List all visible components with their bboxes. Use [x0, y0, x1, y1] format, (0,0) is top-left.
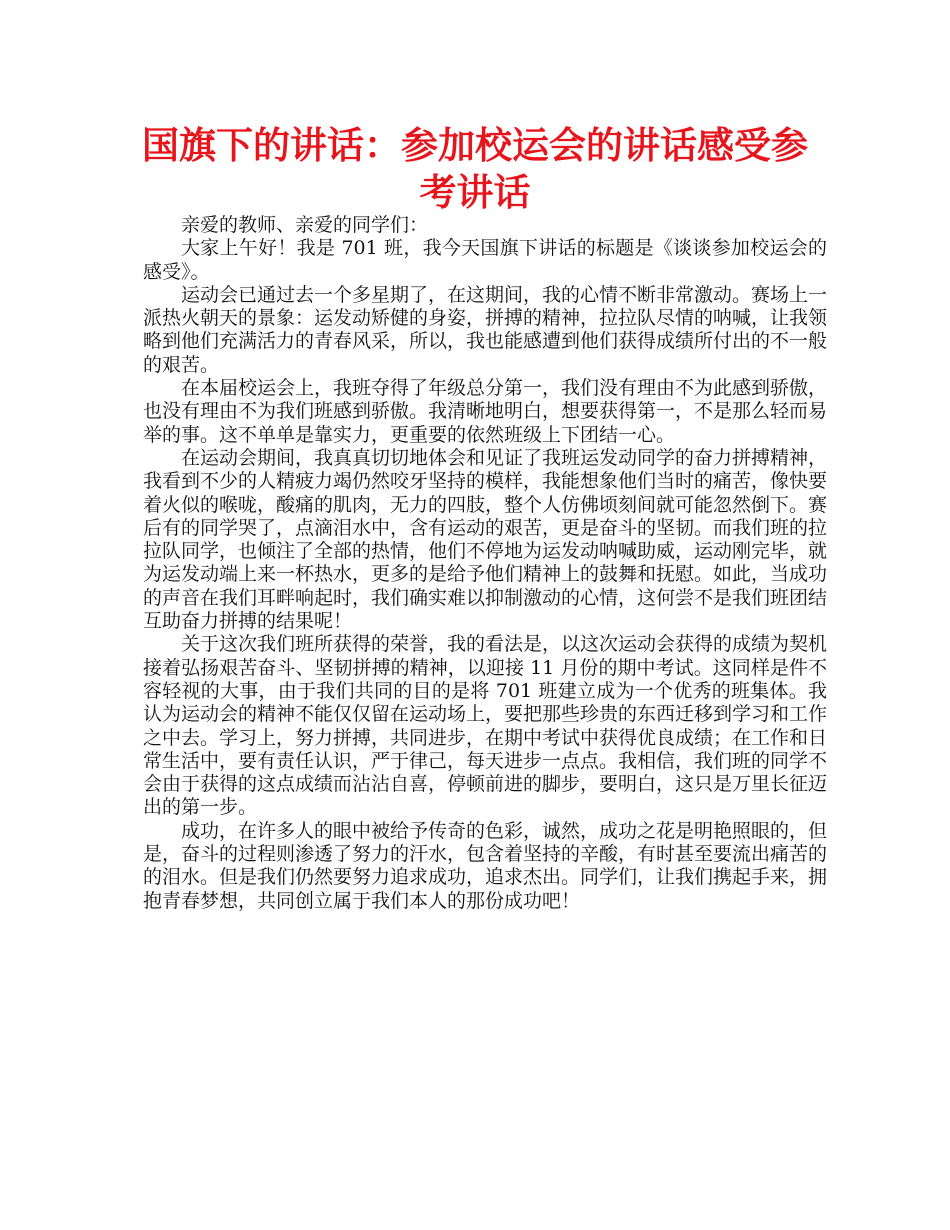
- paragraph-success-conclusion: 成功，在许多人的眼中被给予传奇的色彩，诚然，成功之花是明艳照眼的，但是，奋斗的过程则渗透了努力的汗水，包含着坚持的辛酸，有时甚至要流出痛苦的的泪水。但是我们仍然要努力追求成功，追求杰出。同学们，让我们携起手来，拥抱青春梦想，共同创立属于我们本人的那份成功吧！: [143, 819, 828, 912]
- paragraph-athletes-spirit: 在运动会期间，我真真切切地体会和见证了我班运发动同学的奋力拼搏精神，我看到不少的人精疲力竭仍然咬牙坚持的模样，我能想象他们当时的痛苦，像快要着火似的喉咙，酸痛的肌肉，无力的四肢，整个人仿佛顷刻间就可能忽然倒下。赛后有的同学哭了，点滴泪水中，含有运动的艰苦，更是奋斗的坚韧。而我们班的拉拉队同学，也倾注了全部的热情，他们不停地为运发动呐喊助威，运动刚完毕，就为运发动端上来一杯热水，更多的是给予他们精神上的鼓舞和抚慰。如此，当成功的声音在我们耳畔响起时，我们确实难以抑制激动的心情，这何尝不是我们班团结互助奋力拼搏的结果呢！: [143, 446, 828, 633]
- document-title: 国旗下的讲话：参加校运会的讲话感受参考讲话: [142, 124, 808, 214]
- paragraph-first-place: 在本届校运会上，我班夺得了年级总分第一，我们没有理由不为此感到骄傲，也没有理由不为我们班感到骄傲。我清晰地明白，想要获得第一，不是那么轻而易举的事。这不单单是靠实力，更重要的依然班级上下团结一心。: [143, 377, 828, 446]
- paragraph-honor-and-exams: 关于这次我们班所获得的荣誉，我的看法是，以这次运动会获得的成绩为契机接着弘扬艰苦奋斗、坚韧拼搏的精神，以迎接 11 月份的期中考试。这同样是件不容轻视的大事，由于我们共同的目的是将 701 班建立成为一个优秀的班集体。我认为运动会的精神不能仅仅留在运动场上，要把那些珍贵的东西迁移到学习和工作之中去。学习上，努力拼搏，共同进步，在期中考试中获得优良成绩；在工作和日常生活中，要有责任认识，严于律己，每天进步一点点。我相信，我们班的同学不会由于获得的这点成绩而沾沾自喜，停顿前进的脚步，要明白，这只是万里长征迈出的第一步。: [143, 633, 828, 819]
- paragraph-salutation: 亲爱的教师、亲爱的同学们：: [181, 214, 429, 236]
- paragraph-sports-meet-feelings: 运动会已通过去一个多星期了，在这期间，我的心情不断非常激动。赛场上一派热火朝天的景象：运发动矫健的身姿，拼搏的精神，拉拉队尽情的呐喊，让我领略到他们充满活力的青春风采，所以，我也能感遭到他们获得成绩所付出的不一般的艰苦。: [143, 283, 828, 376]
- paragraph-greeting: 大家上午好！我是 701 班，我今天国旗下讲话的标题是《谈谈参加校运会的感受》。: [143, 237, 827, 283]
- document-body: [143, 214, 827, 913]
